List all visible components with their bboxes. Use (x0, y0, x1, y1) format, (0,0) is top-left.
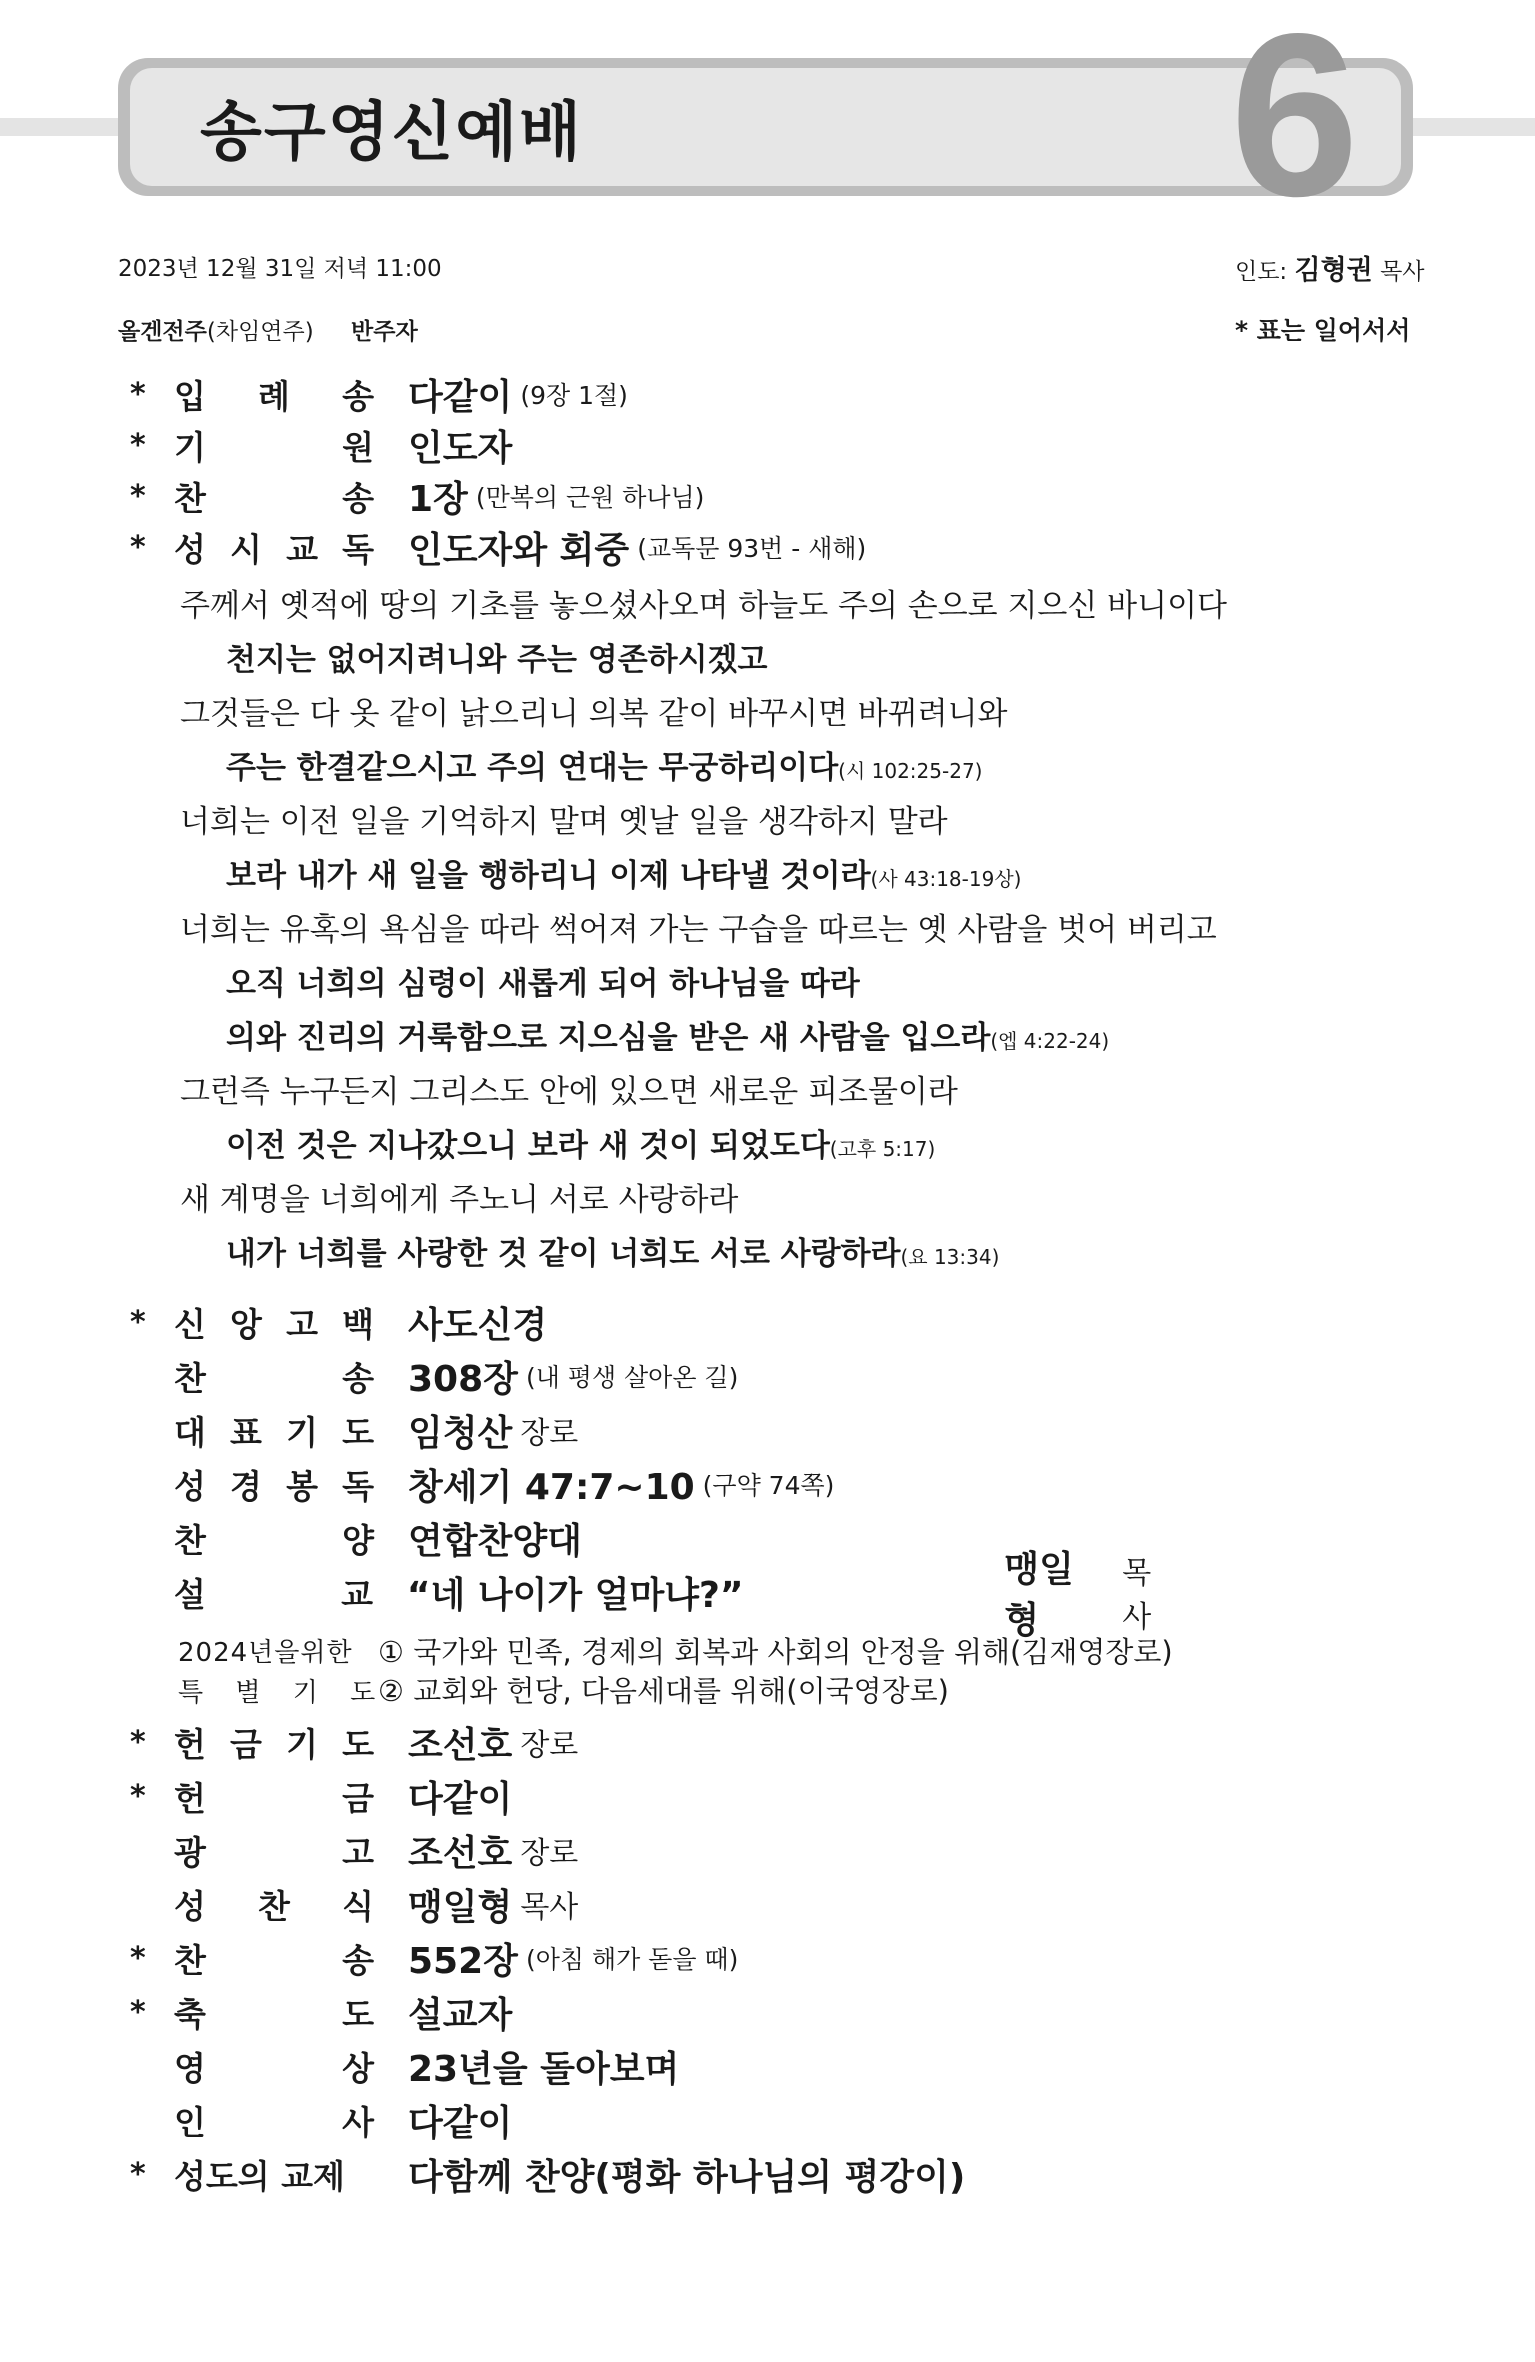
row-label (174, 422, 374, 469)
label-char: 고 (286, 1304, 318, 1344)
preacher-title: 목사 (1122, 1556, 1152, 1635)
reading-response (226, 850, 1021, 895)
prelude-info (118, 313, 418, 346)
label-char: 광 (174, 1832, 206, 1872)
order-row (130, 370, 628, 418)
row-label (174, 1719, 374, 1766)
reading-text: 그것들은 다 옷 같이 낡으리니 의복 같이 바꾸시면 바뀌려니와 (180, 696, 1008, 732)
row-value: 다같이 (408, 376, 513, 418)
order-row (130, 1826, 578, 1874)
row-value: 다같이 (408, 2102, 513, 2144)
title-inner (130, 68, 1401, 186)
row-star: * (130, 376, 146, 412)
label-char: 고 (342, 1832, 374, 1872)
label-char: 례 (258, 376, 290, 416)
reading-text: 너희는 이전 일을 기억하지 말며 옛날 일을 생각하지 말라 (180, 804, 948, 840)
label-char: 찬 (258, 1886, 290, 1926)
label-char: 찬 (174, 478, 206, 518)
label-char: 기 (286, 1724, 318, 1764)
special-prayer-item-2: ② 교회와 헌당, 다음세대를 위해(이국영장로) (378, 1674, 949, 1708)
row-value: 인도자 (408, 427, 513, 469)
row-note: (아침 해가 돋을 때) (525, 1945, 739, 1974)
row-value: 다같이 (408, 1778, 513, 1820)
accompanist: 반주자 (351, 319, 418, 345)
sermon-title: “네 나이가 얼마냐?” (406, 1574, 744, 1616)
leader-title: 목사 (1380, 259, 1425, 285)
service-date: 2023년 12월 31일 저녁 11:00 (118, 256, 442, 282)
row-label (174, 1881, 374, 1928)
special-prayer-label-1: 2024년을위한 (178, 1638, 353, 1668)
reading-ref: (시 102:25-27) (838, 759, 983, 783)
label-char: 성 (174, 1886, 206, 1926)
row-note: (교독문 93번 - 새해) (637, 534, 867, 563)
special-prayer-label-2: 특 별 기 도 (178, 1678, 388, 1708)
reading-ref: (엡 4:22-24) (990, 1029, 1110, 1053)
reading-leader (180, 796, 948, 841)
row-value: 23년을 돌아보며 (408, 2048, 680, 2090)
row-value: 조선호 (408, 1724, 513, 1766)
label-char: 성 (174, 1466, 206, 1506)
order-row (130, 421, 512, 469)
row-label (174, 1569, 373, 1616)
page-title: 송구영신예배 (200, 96, 583, 170)
row-value: 임청산 (408, 1412, 513, 1454)
row-star: * (130, 1724, 146, 1760)
order-row (130, 1298, 547, 1346)
reading-text: 그런즉 누구든지 그리스도 안에 있으면 새로운 피조물이라 (180, 1074, 958, 1110)
reading-leader (180, 688, 1007, 733)
row-label (174, 1515, 374, 1562)
order-row (130, 1772, 512, 1820)
reading-text: 보라 내가 새 일을 행하리니 이제 나타낼 것이라 (226, 858, 871, 894)
organ-detail: (차임연주) (206, 319, 314, 345)
row-label (174, 524, 374, 571)
reading-text: 천지는 없어지려니와 주는 영존하시겠고 (226, 642, 768, 678)
row-note: 장로 (520, 1728, 579, 1763)
reading-ref: (사 43:18-19상) (870, 867, 1022, 891)
reading-text: 의와 진리의 거룩함으로 지으심을 받은 새 사람을 입으라 (226, 1020, 991, 1056)
leader-prefix: 인도: (1235, 259, 1288, 285)
reading-text: 이전 것은 지나갔으니 보라 새 것이 되었도다 (226, 1128, 830, 1164)
label-char: 금 (230, 1724, 262, 1764)
row-value: 맹일형 (408, 1886, 513, 1928)
row-note: (구약 74쪽) (702, 1471, 835, 1500)
order-row (130, 1460, 834, 1508)
row-label (174, 1989, 374, 2036)
label-char: 독 (342, 529, 374, 569)
label-char: 송 (342, 478, 374, 518)
row-label (174, 1827, 374, 1874)
row-value: 조선호 (408, 1832, 513, 1874)
label-char: 성도의 교제 (174, 2156, 345, 2196)
reading-response (226, 742, 982, 787)
row-star: * (130, 1304, 146, 1340)
row-label (174, 1353, 374, 1400)
reading-response (226, 1012, 1109, 1057)
label-char: 교 (341, 1574, 373, 1614)
reading-text: 주께서 옛적에 땅의 기초를 놓으셨사오며 하늘도 주의 손으로 지으신 바니이다 (180, 588, 1227, 624)
row-label (174, 1773, 374, 1820)
label-char: 상 (342, 2048, 374, 2088)
sermon-row (130, 1549, 1180, 1641)
row-star: * (130, 1778, 146, 1814)
label-char: 기 (286, 1412, 318, 1452)
reading-ref: (고후 5:17) (829, 1137, 936, 1161)
label-char: 찬 (174, 1358, 206, 1398)
reading-text: 새 계명을 너희에게 주노니 서로 사랑하라 (180, 1182, 739, 1218)
reading-response (226, 958, 860, 1003)
row-value: 1장 (408, 478, 468, 520)
order-row (130, 472, 704, 520)
label-char: 시 (230, 529, 262, 569)
label-char: 인 (174, 2102, 206, 2142)
label-char: 교 (286, 529, 318, 569)
row-label (174, 1407, 374, 1454)
row-star: * (130, 529, 146, 565)
label-char: 송 (342, 1358, 374, 1398)
label-char: 찬 (174, 1520, 206, 1560)
row-label (174, 1461, 374, 1508)
row-note: 장로 (520, 1416, 579, 1451)
special-prayer-item-1: ① 국가와 민족, 경제의 회복과 사회의 안정을 위해(김재영장로) (378, 1635, 1173, 1669)
row-label (174, 1299, 374, 1346)
label-char: 금 (342, 1778, 374, 1818)
reading-leader (180, 580, 1227, 625)
reading-response (226, 634, 767, 679)
label-char: 대 (174, 1412, 206, 1452)
reading-text: 주는 한결같으시고 주의 연대는 무궁하리이다 (226, 750, 839, 786)
reading-leader (180, 1174, 738, 1219)
reading-leader (180, 1066, 958, 1111)
label-char: 축 (174, 1994, 206, 2034)
row-star: * (130, 427, 146, 463)
reading-response (226, 1120, 935, 1165)
label-char: 헌 (174, 1724, 206, 1764)
leader-name: 김형권 (1294, 255, 1373, 286)
reading-response (226, 1228, 999, 1273)
section-number: 6 (1230, 0, 1360, 245)
reading-text: 내가 너희를 사랑한 것 같이 너희도 서로 사랑하라 (226, 1236, 901, 1272)
label-char: 송 (342, 1940, 374, 1980)
row-value: 설교자 (408, 1994, 513, 2036)
label-char: 경 (230, 1466, 262, 1506)
reading-ref: (요 13:34) (900, 1245, 1000, 1269)
order-row (130, 1880, 578, 1928)
label-char: 독 (342, 1466, 374, 1506)
label-char: 앙 (230, 1304, 262, 1344)
label-char: 설 (173, 1574, 206, 1614)
leader-info (1235, 248, 1425, 287)
title-box (118, 58, 1413, 196)
reading-leader (180, 904, 1217, 949)
reading-text: 오직 너희의 심령이 새롭게 되어 하나님을 따라 (226, 966, 860, 1002)
row-label (174, 2097, 374, 2144)
order-row (130, 1406, 578, 1454)
label-char: 도 (342, 1724, 374, 1764)
order-row (130, 2096, 512, 2144)
row-value: 인도자와 회중 (408, 529, 630, 571)
row-value: 552장 (408, 1940, 518, 1982)
order-row (130, 1988, 512, 2036)
row-label (174, 2043, 374, 2090)
label-char: 백 (342, 1304, 374, 1344)
row-note: (내 평생 살아온 길) (525, 1363, 739, 1392)
label-char: 사 (342, 2102, 374, 2142)
label-char: 표 (230, 1412, 262, 1452)
row-value: 창세기 47:7~10 (408, 1466, 695, 1508)
row-note: (9장 1절) (520, 381, 628, 410)
row-value: 308장 (408, 1358, 518, 1400)
label-char: 식 (342, 1886, 374, 1926)
label-char: 입 (174, 376, 206, 416)
label-char: 헌 (174, 1778, 206, 1818)
row-note: 장로 (520, 1836, 579, 1871)
preacher-name: 맹일형 (1004, 1549, 1074, 1641)
row-label (174, 2151, 374, 2198)
label-char: 원 (342, 427, 374, 467)
row-star: * (130, 2156, 146, 2192)
order-row (130, 2042, 679, 2090)
label-char: 봉 (286, 1466, 318, 1506)
row-label (174, 1935, 374, 1982)
row-star: * (130, 478, 146, 514)
order-row (130, 1934, 738, 1982)
order-row (130, 1514, 582, 1562)
label-char: 양 (342, 1520, 374, 1560)
label-char: 찬 (174, 1940, 206, 1980)
row-value: 다함께 찬양(평화 하나님의 평강이) (408, 2156, 966, 2198)
order-row (130, 2150, 965, 2198)
label-char: 도 (342, 1412, 374, 1452)
row-star: * (130, 1994, 146, 2030)
label-char: 성 (174, 529, 206, 569)
order-row (130, 1352, 738, 1400)
label-char: 기 (174, 427, 206, 467)
row-star: * (130, 1940, 146, 1976)
row-label (174, 371, 374, 418)
organ-name: 올겐전주 (118, 319, 207, 345)
reading-text: 너희는 유혹의 욕심을 따라 썩어져 가는 구습을 따르는 옛 사람을 벗어 버리고 (180, 912, 1217, 948)
order-row (130, 523, 866, 571)
row-note: 목사 (520, 1890, 579, 1925)
row-label (174, 473, 374, 520)
label-char: 도 (342, 1994, 374, 2034)
label-char: 송 (342, 376, 374, 416)
row-value: 사도신경 (408, 1304, 548, 1346)
stand-note: * 표는 일어서서 (1235, 316, 1411, 345)
row-note: (만복의 근원 하나님) (475, 483, 705, 512)
order-row (130, 1718, 578, 1766)
row-value: 연합찬양대 (408, 1520, 582, 1562)
label-char: 영 (174, 2048, 206, 2088)
label-char: 신 (174, 1304, 206, 1344)
